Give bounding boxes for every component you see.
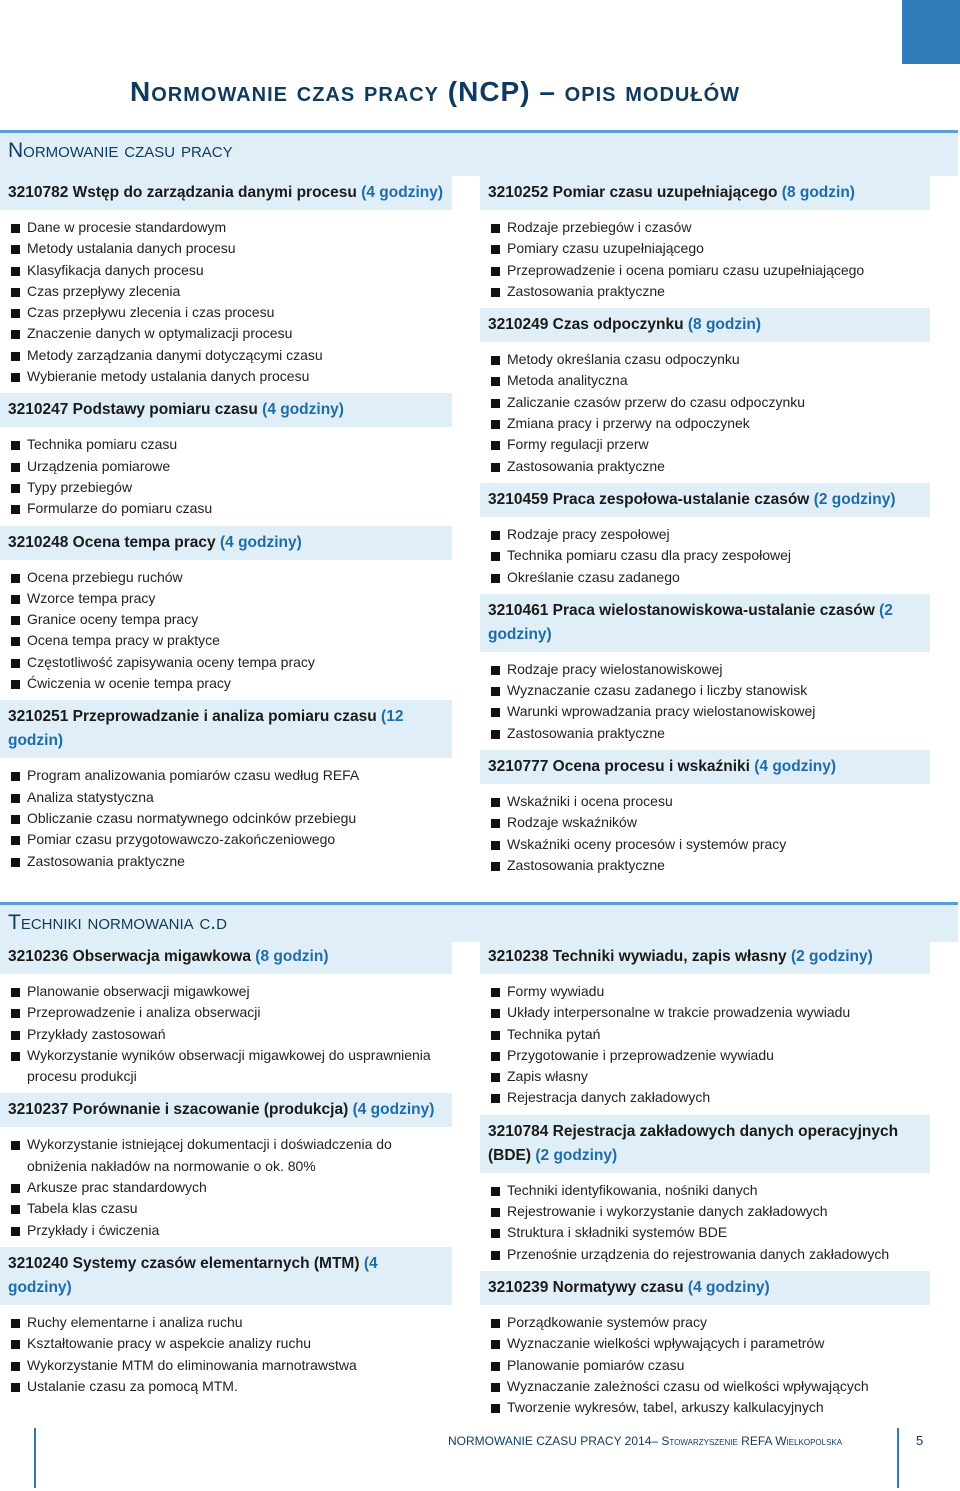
topic-item: Technika pytań [480,1024,930,1045]
topic-item: Przeprowadzenie i analiza obserwacji [0,1002,452,1023]
module-topic-list [480,349,930,477]
topic-item: Pomiar czasu przygotowawczo-zakończeniowego [0,829,452,850]
module-code: 3210784 Rejestracja zakładowych danych operacyjnych (BDE) [488,1122,899,1164]
section2-right-column [480,940,930,1424]
module-title [0,393,452,427]
topic-item: Urządzenia pomiarowe [0,456,452,477]
module-topic-list [480,1180,930,1265]
topic-item: Technika pomiaru czasu [0,434,452,455]
topic-item: Określanie czasu zadanego [480,567,930,588]
module-title [0,1247,452,1305]
footer-text: NORMOWANIE CZASU PRACY 2014– Stowarzyszenie REFA Wielkopolska [448,1434,843,1448]
module-hours: (4 godziny) [361,184,444,201]
topic-item: Klasyfikacja danych procesu [0,260,452,281]
footer-rule [34,1428,36,1488]
section1-left-column [0,176,452,878]
module-title [480,1115,930,1173]
topic-item: Częstotliwość zapisywania oceny tempa pracy [0,652,452,673]
topic-item: Rodzaje przebiegów i czasów [480,217,930,238]
module-hours: (12 godzin) [8,708,404,750]
module-title [480,176,930,210]
module-topic-list [0,981,452,1087]
topic-item: Wzorce tempa pracy [0,588,452,609]
topic-item: Rodzaje pracy wielostanowiskowej [480,659,930,680]
module-title [480,940,930,974]
topic-item: Czas przepływu zlecenia i czas procesu [0,302,452,323]
topic-item: Wykorzystanie istniejącej dokumentacji i doświadczenia do obniżenia nakładów na normowanie o ok. 80% [0,1134,452,1177]
module-topic-list [480,659,930,744]
module-hours: (4 godziny) [8,1254,378,1296]
module-title [0,940,452,974]
topic-item: Czas przepływy zlecenia [0,281,452,302]
topic-item: Zmiana pracy i przerwy na odpoczynek [480,413,930,434]
topic-item: Metoda analityczna [480,370,930,391]
topic-item: Metody zarządzania danymi dotyczącymi czasu [0,345,452,366]
module-code: 3210247 Podstawy pomiaru czasu [8,401,258,419]
module-topic-list [0,1134,452,1240]
topic-item: Rodzaje wskaźników [480,812,930,833]
topic-item: Rejestrowanie i wykorzystanie danych zakładowych [480,1201,930,1222]
section-header-techniki [0,902,958,942]
topic-item: Tworzenie wykresów, tabel, arkuszy kalkulacyjnych [480,1397,930,1418]
module-title [0,526,452,560]
section-heading: Techniki normowania c.d [8,911,227,934]
topic-item: Przygotowanie i przeprowadzenie wywiadu [480,1045,930,1066]
topic-item: Porządkowanie systemów pracy [480,1312,930,1333]
module-title [0,1093,452,1127]
module-topic-list [0,434,452,519]
section1-right-column [480,176,930,882]
topic-item: Tabela klas czasu [0,1198,452,1219]
module-hours: (4 godziny) [754,758,837,776]
module-hours: (8 godzin) [781,184,855,201]
module-hours: (4 godziny) [219,533,302,551]
module-hours: (4 godziny) [262,401,344,419]
topic-item: Formularze do pomiaru czasu [0,498,452,519]
topic-item: Przenośnie urządzenia do rejestrowania danych zakładowych [480,1244,930,1265]
corner-accent-block [902,0,960,64]
module-topic-list [0,567,452,695]
topic-item: Formy regulacji przerw [480,434,930,455]
topic-item: Struktura i składniki systemów BDE [480,1222,930,1243]
module-topic-list [480,524,930,588]
topic-item: Dane w procesie standardowym [0,217,452,238]
topic-item: Warunki wprowadzania pracy wielostanowiskowej [480,701,930,722]
module-hours: (4 godziny) [352,1101,435,1119]
topic-item: Ruchy elementarne i analiza ruchu [0,1312,452,1333]
module-title [0,176,452,210]
module-code: 3210238 Techniki wywiadu, zapis własny [488,948,787,965]
module-topic-list [0,765,452,871]
module-topic-list [480,217,930,302]
module-topic-list [480,981,930,1109]
topic-item: Zastosowania praktyczne [480,855,930,876]
topic-item: Wskaźniki oceny procesów i systemów pracy [480,834,930,855]
module-hours: (2 godziny) [535,1146,618,1164]
topic-item: Ćwiczenia w ocenie tempa pracy [0,673,452,694]
topic-item: Technika pomiaru czasu dla pracy zespołowej [480,545,930,566]
section2-left-column [0,940,452,1403]
topic-item: Ocena przebiegu ruchów [0,567,452,588]
topic-item: Zaliczanie czasów przerw do czasu odpoczynku [480,392,930,413]
topic-item: Metody określania czasu odpoczynku [480,349,930,370]
module-code: 3210239 Normatywy czasu [488,1278,684,1296]
module-code: 3210248 Ocena tempa pracy [8,533,216,551]
module-hours: (4 godziny) [687,1278,770,1296]
topic-item: Techniki identyfikowania, nośniki danych [480,1180,930,1201]
topic-item: Program analizowania pomiarów czasu według REFA [0,765,452,786]
topic-item: Rejestracja danych zakładowych [480,1087,930,1108]
topic-item: Planowanie obserwacji migawkowej [0,981,452,1002]
topic-item: Zastosowania praktyczne [0,851,452,872]
topic-item: Zastosowania praktyczne [480,456,930,477]
topic-item: Granice oceny tempa pracy [0,609,452,630]
module-code: 3210236 Obserwacja migawkowa [8,948,251,965]
topic-item: Pomiary czasu uzupełniającego [480,238,930,259]
module-code: 3210459 Praca zespołowa-ustalanie czasów [488,490,810,508]
section-heading: Normowanie czasu pracy [8,139,233,162]
module-code: 3210237 Porównanie i szacowanie (produkcja) [8,1101,349,1119]
module-topic-list [480,1312,930,1418]
module-code: 3210249 Czas odpoczynku [488,316,684,334]
page-number: 5 [916,1433,924,1448]
topic-item: Obliczanie czasu normatywnego odcinków przebiegu [0,808,452,829]
module-hours: (2 godziny) [813,490,896,508]
module-code: 3210252 Pomiar czasu uzupełniającego [488,184,778,201]
module-hours: (2 godziny) [488,601,893,643]
topic-item: Rodzaje pracy zespołowej [480,524,930,545]
module-title [480,594,930,652]
topic-item: Ocena tempa pracy w praktyce [0,630,452,651]
module-title [480,308,930,342]
topic-item: Analiza statystyczna [0,787,452,808]
topic-item: Typy przebiegów [0,477,452,498]
module-title [480,483,930,517]
topic-item: Zapis własny [480,1066,930,1087]
footer-rule [897,1428,899,1488]
module-code: 3210782 Wstęp do zarządzania danymi procesu [8,184,357,201]
topic-item: Wyznaczanie zależności czasu od wielkości wpływających [480,1376,930,1397]
topic-item: Wykorzystanie wyników obserwacji migawkowej do usprawnienia procesu produkcji [0,1045,452,1088]
topic-item: Wyznaczanie wielkości wpływających i parametrów [480,1333,930,1354]
module-title [0,700,452,758]
module-topic-list [480,791,930,876]
module-hours: (8 godzin) [687,316,762,334]
topic-item: Planowanie pomiarów czasu [480,1355,930,1376]
topic-item: Wyznaczanie czasu zadanego i liczby stanowisk [480,680,930,701]
topic-item: Przeprowadzenie i ocena pomiaru czasu uzupełniającego [480,260,930,281]
topic-item: Zastosowania praktyczne [480,281,930,302]
topic-item: Arkusze prac standardowych [0,1177,452,1198]
topic-item: Znaczenie danych w optymalizacji procesu [0,323,452,344]
section-header-normowanie [0,130,958,176]
topic-item: Formy wywiadu [480,981,930,1002]
module-code: 3210461 Praca wielostanowiskowa-ustalanie czasów [488,601,875,619]
module-title [480,1271,930,1305]
module-code: 3210251 Przeprowadzanie i analiza pomiaru czasu [8,708,377,726]
topic-item: Przykłady i ćwiczenia [0,1220,452,1241]
module-topic-list [0,217,452,387]
module-code: 3210777 Ocena procesu i wskaźniki [488,758,750,776]
topic-item: Kształtowanie pracy w aspekcie analizy ruchu [0,1333,452,1354]
module-code: 3210240 Systemy czasów elementarnych (MTM) [8,1254,360,1272]
topic-item: Przykłady zastosowań [0,1024,452,1045]
topic-item: Układy interpersonalne w trakcie prowadzenia wywiadu [480,1002,930,1023]
topic-item: Metody ustalania danych procesu [0,238,452,259]
module-title [480,750,930,784]
topic-item: Ustalanie czasu za pomocą MTM. [0,1376,452,1397]
page-title: Normowanie czas pracy (NCP) – opis modułów [130,76,741,107]
module-hours: (2 godziny) [790,948,873,965]
topic-item: Wybieranie metody ustalania danych procesu [0,366,452,387]
module-hours: (8 godzin) [255,948,329,965]
module-topic-list [0,1312,452,1397]
topic-item: Wykorzystanie MTM do eliminowania marnotrawstwa [0,1355,452,1376]
topic-item: Wskaźniki i ocena procesu [480,791,930,812]
topic-item: Zastosowania praktyczne [480,723,930,744]
